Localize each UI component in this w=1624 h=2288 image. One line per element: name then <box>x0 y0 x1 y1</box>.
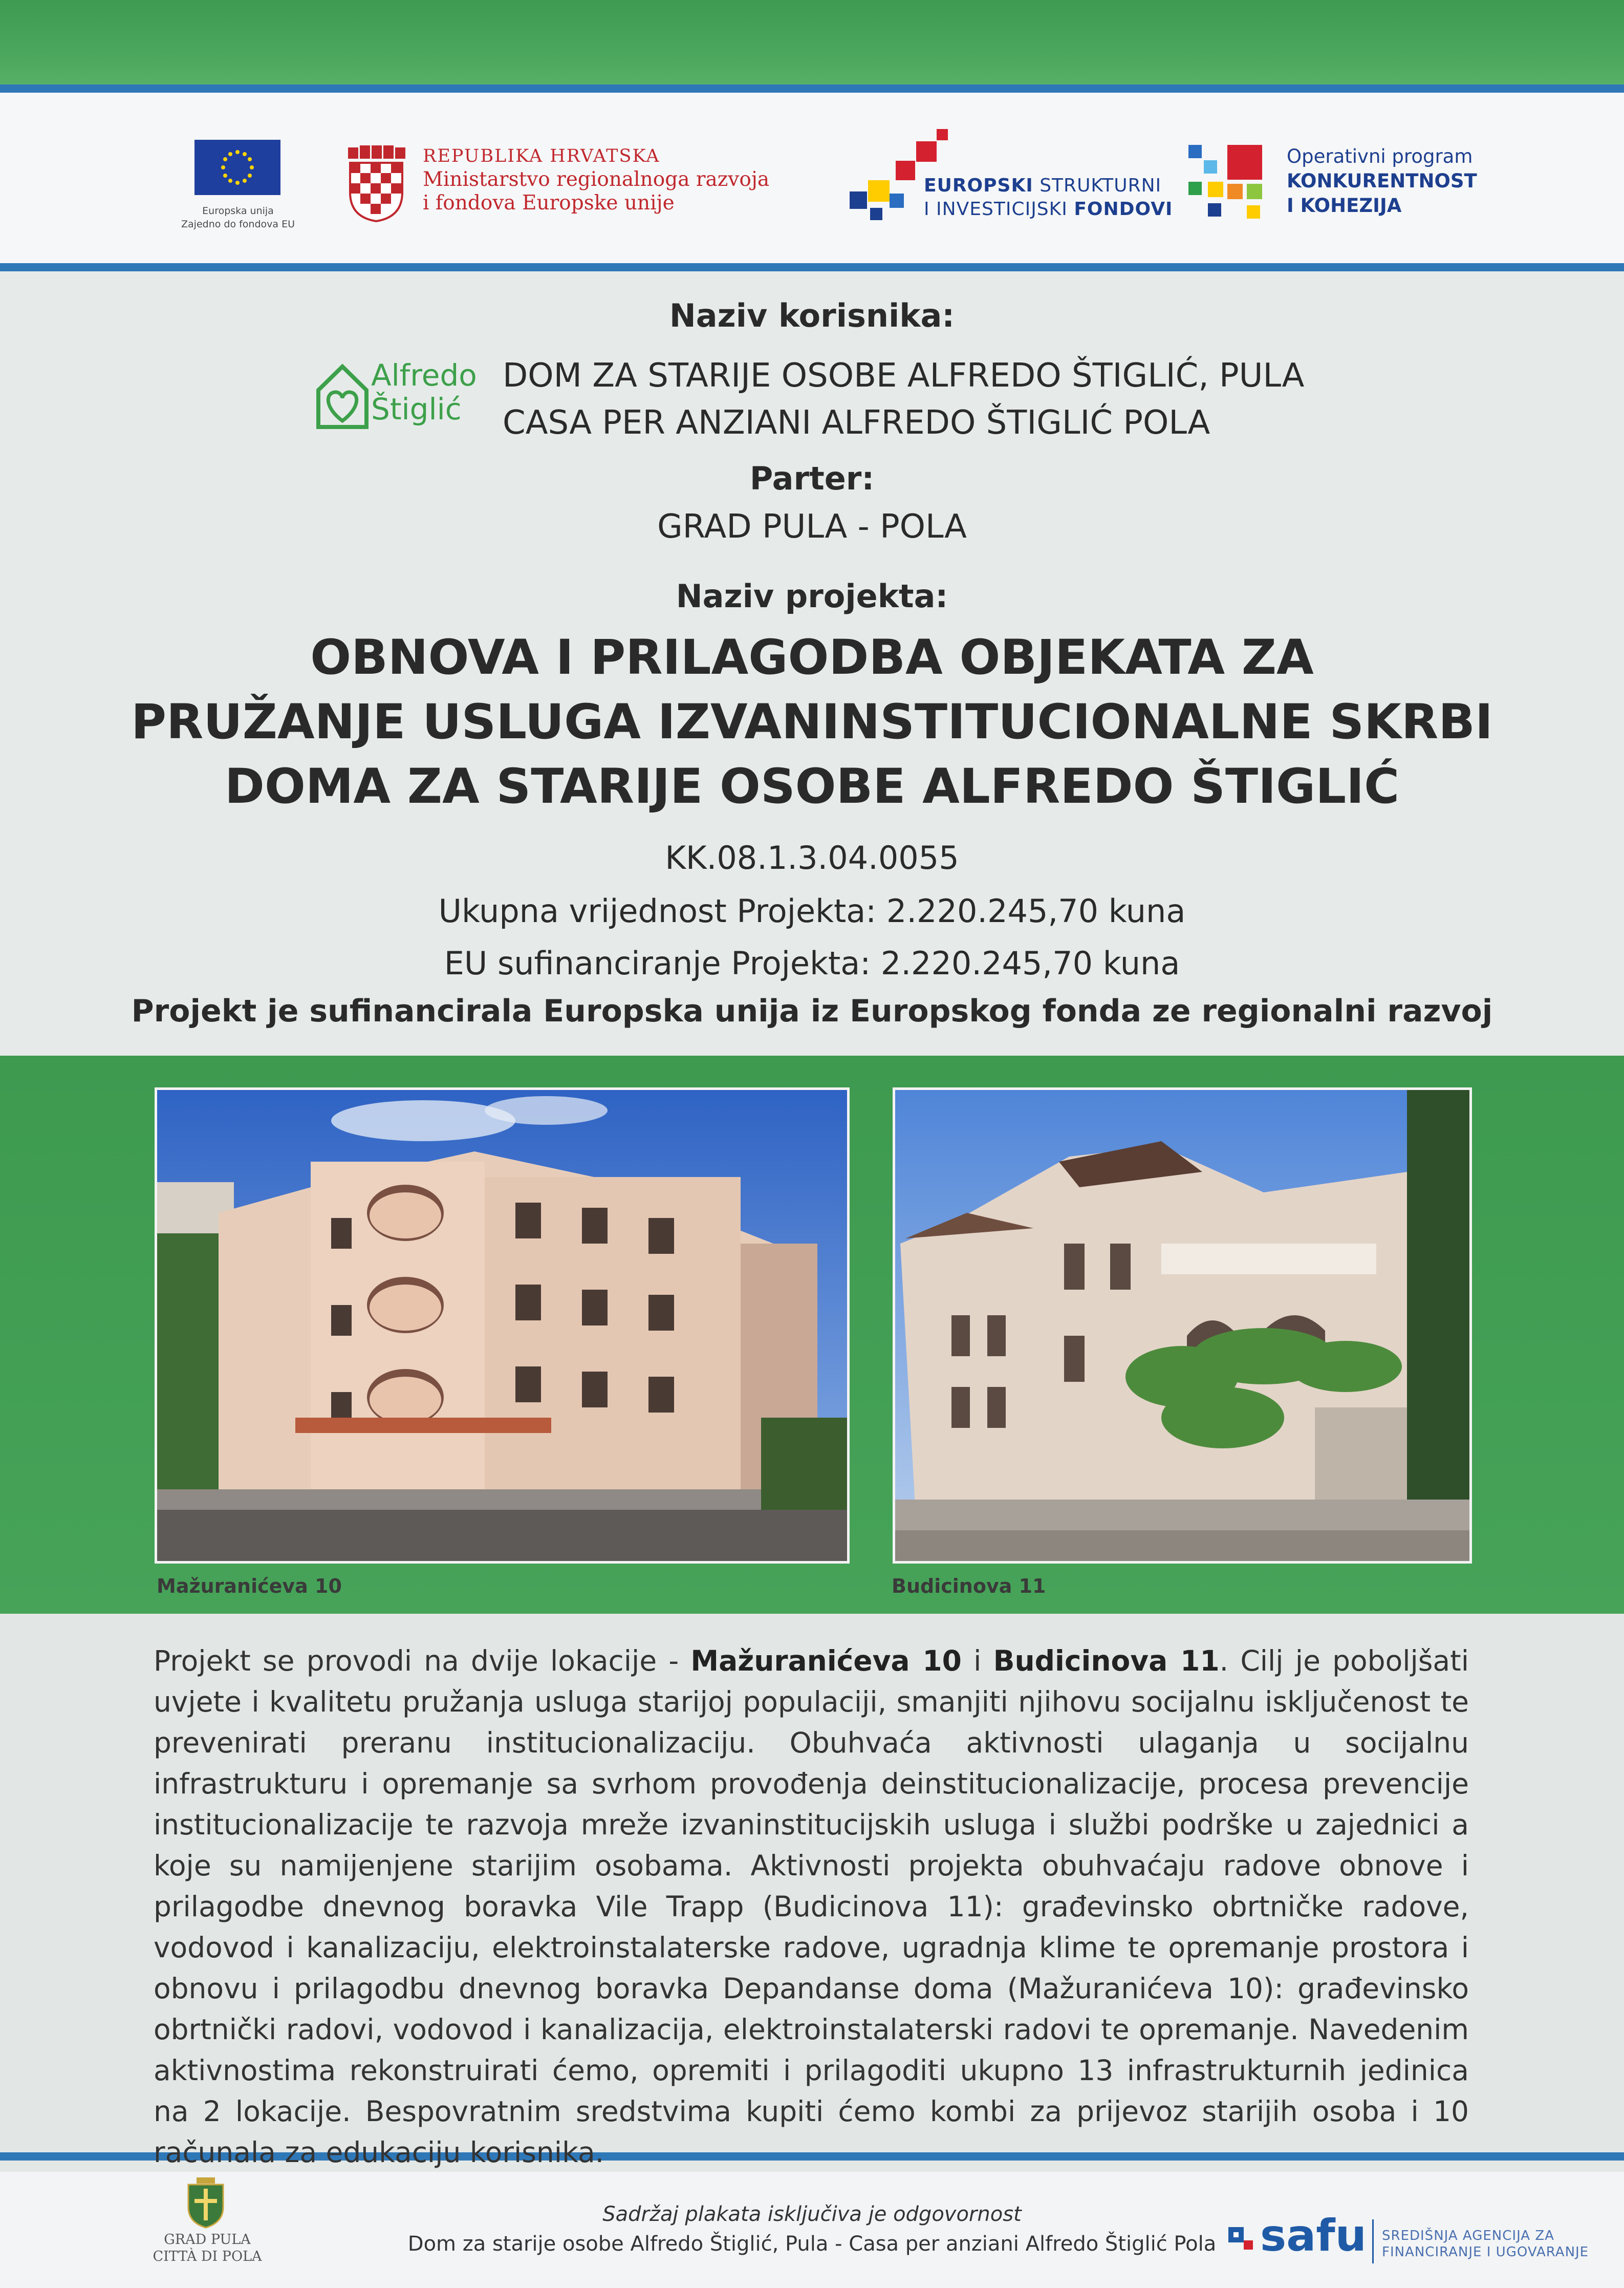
ministry-text <box>423 144 769 215</box>
safu-subtitle <box>1382 2228 1589 2260</box>
cofinancing-statement: Projekt je sufinancirala Europska unija iz Europskog fonda ze regionalni razvoj <box>131 993 1493 1029</box>
beneficiary-name <box>503 352 1304 446</box>
project-title-line2: PRUŽANJE USLUGA IZVANINSTITUCIONALNE SKRBI <box>131 694 1493 750</box>
esif-text <box>924 174 1173 221</box>
description-body: . Cilj je poboljšati uvjete i kvalitetu pružanja usluga starijoj populaciji, smanjiti njihovu socijalnu isključenost te prevenirati preranu institucionalizaciju. Obuhvaća aktivnosti ulaganja u socijalnu infrastrukturu i opremanje sa svrhom provođenja deinstitucionalizacije, procesa prevencije institucionalizacije te razvoja mreže izvaninstitucijskih usluga i službi podrške u zajednici a koje su namijenjene starijim osobama. Aktivnosti projekta obuhvaćaju radove obnove i prilagodbe dnevnog boravka Vile Trapp (Budicinova 11): građevinsko obrtničke radove, vodovod i kanalizaciju, elektroinstalaterske radove, ugradnja klime te opremanje prostora i obnovu i prilagodbu dnevnog boravka Depandanse doma (Mažuranićeva 10): građevinsko obrtnički radovi, vodovod i kanalizacija, elektroinstalaterski radovi te opremanje. Navedenim aktivnostima rekonstruirati ćemo, opremiti i prilagoditi ukupno 13 infrastrukturnih jedinica na 2 lokacije. Bespovratnim sredstvima kupiti ćemo kombi za prijevoz starijih osoba i 10 računala za edukaciju korisnika. <box>154 1644 1469 2169</box>
description-conjunction: i <box>961 1644 993 1677</box>
top-blue-rule <box>0 84 1624 93</box>
safu-wordmark: safu <box>1260 2210 1367 2261</box>
operational-programme-text <box>1287 144 1477 218</box>
ministry-line1: REPUBLIKA HRVATSKA <box>423 146 660 166</box>
photo-caption-right: Budicinova 11 <box>892 1575 1046 1597</box>
safu-separator <box>1372 2219 1374 2263</box>
top-green-band <box>0 0 1624 84</box>
photo-caption-left: Mažuranićeva 10 <box>157 1575 342 1597</box>
op-line3: I KOHEZIJA <box>1287 195 1402 217</box>
esif-line2-bold: FONDOVI <box>1074 199 1173 220</box>
operational-programme-logo-icon <box>1188 145 1265 221</box>
header-blue-rule <box>0 263 1624 271</box>
footer-disclaimer <box>0 2199 1624 2259</box>
project-title <box>0 626 1624 819</box>
photo-mazuraniceva-building <box>155 1087 850 1564</box>
eu-caption <box>164 204 312 231</box>
footer-disclaimer-line2: Dom za starije osobe Alfredo Štiglić, Pula - Casa per anziani Alfredo Štiglić Pola <box>407 2232 1217 2256</box>
eu-caption-line2: Zajedno do fondova EU <box>181 219 295 230</box>
alfredo-logo-line1: Alfredo <box>371 358 477 393</box>
ministry-line3: i fondova Europske unije <box>423 191 675 215</box>
safu-logo-icon <box>1228 2227 1254 2250</box>
partner-label: Parter: <box>749 460 875 497</box>
project-description <box>154 1640 1469 2173</box>
photo-budicinova-villa <box>893 1087 1472 1564</box>
alfredo-logo-text <box>371 358 477 426</box>
eu-caption-line1: Europska unija <box>202 205 274 217</box>
beneficiary-name-hr: DOM ZA STARIJE OSOBE ALFREDO ŠTIGLIĆ, PULA <box>503 357 1305 395</box>
description-location-1: Mažuranićeva 10 <box>690 1644 962 1677</box>
footer-disclaimer-line1: Sadržaj plakata isključiva je odgovornost <box>602 2203 1022 2226</box>
ministry-line2: Ministarstvo regionalnoga razvoja <box>423 168 770 191</box>
description-intro: Projekt se provodi na dvije lokacije - <box>154 1644 691 1677</box>
project-total-value: Ukupna vrijednost Projekta: 2.220.245,70 kuna <box>438 892 1186 930</box>
partner-name: GRAD PULA - POLA <box>657 508 967 546</box>
beneficiary-label: Naziv korisnika: <box>669 297 955 334</box>
eu-flag-icon <box>194 140 280 195</box>
project-title-line1: OBNOVA I PRILAGODBA OBJEKATA ZA <box>310 630 1314 686</box>
alfredo-logo-line2: Štiglić <box>371 392 462 426</box>
beneficiary-name-it: CASA PER ANZIANI ALFREDO ŠTIGLIĆ POLA <box>503 404 1210 442</box>
project-code: KK.08.1.3.04.0055 <box>665 839 959 876</box>
safu-subtitle-line1: SREDIŠNJA AGENCIJA ZA <box>1382 2228 1554 2243</box>
description-location-2: Budicinova 11 <box>993 1644 1220 1677</box>
pula-line1: GRAD PULA <box>164 2232 251 2248</box>
safu-subtitle-line2: FINANCIRANJE I UGOVARANJE <box>1382 2244 1589 2260</box>
project-eu-cofinancing: EU sufinanciranje Projekta: 2.220.245,70 kuna <box>444 945 1180 982</box>
op-line1: Operativni program <box>1287 145 1473 167</box>
pula-line2: CITTÀ DI POLA <box>153 2249 262 2264</box>
op-line2: KONKURENTNOST <box>1287 170 1477 192</box>
esif-line1-bold: EUROPSKI <box>924 175 1033 196</box>
project-label: Naziv projekta: <box>676 578 948 615</box>
croatian-coat-of-arms-icon <box>346 145 406 222</box>
esif-line1-rest: STRUKTURNI <box>1033 175 1162 196</box>
project-title-line3: DOMA ZA STARIJE OSOBE ALFREDO ŠTIGLIĆ <box>224 759 1400 815</box>
esif-line2-rest: I INVESTICIJSKI <box>924 199 1074 220</box>
